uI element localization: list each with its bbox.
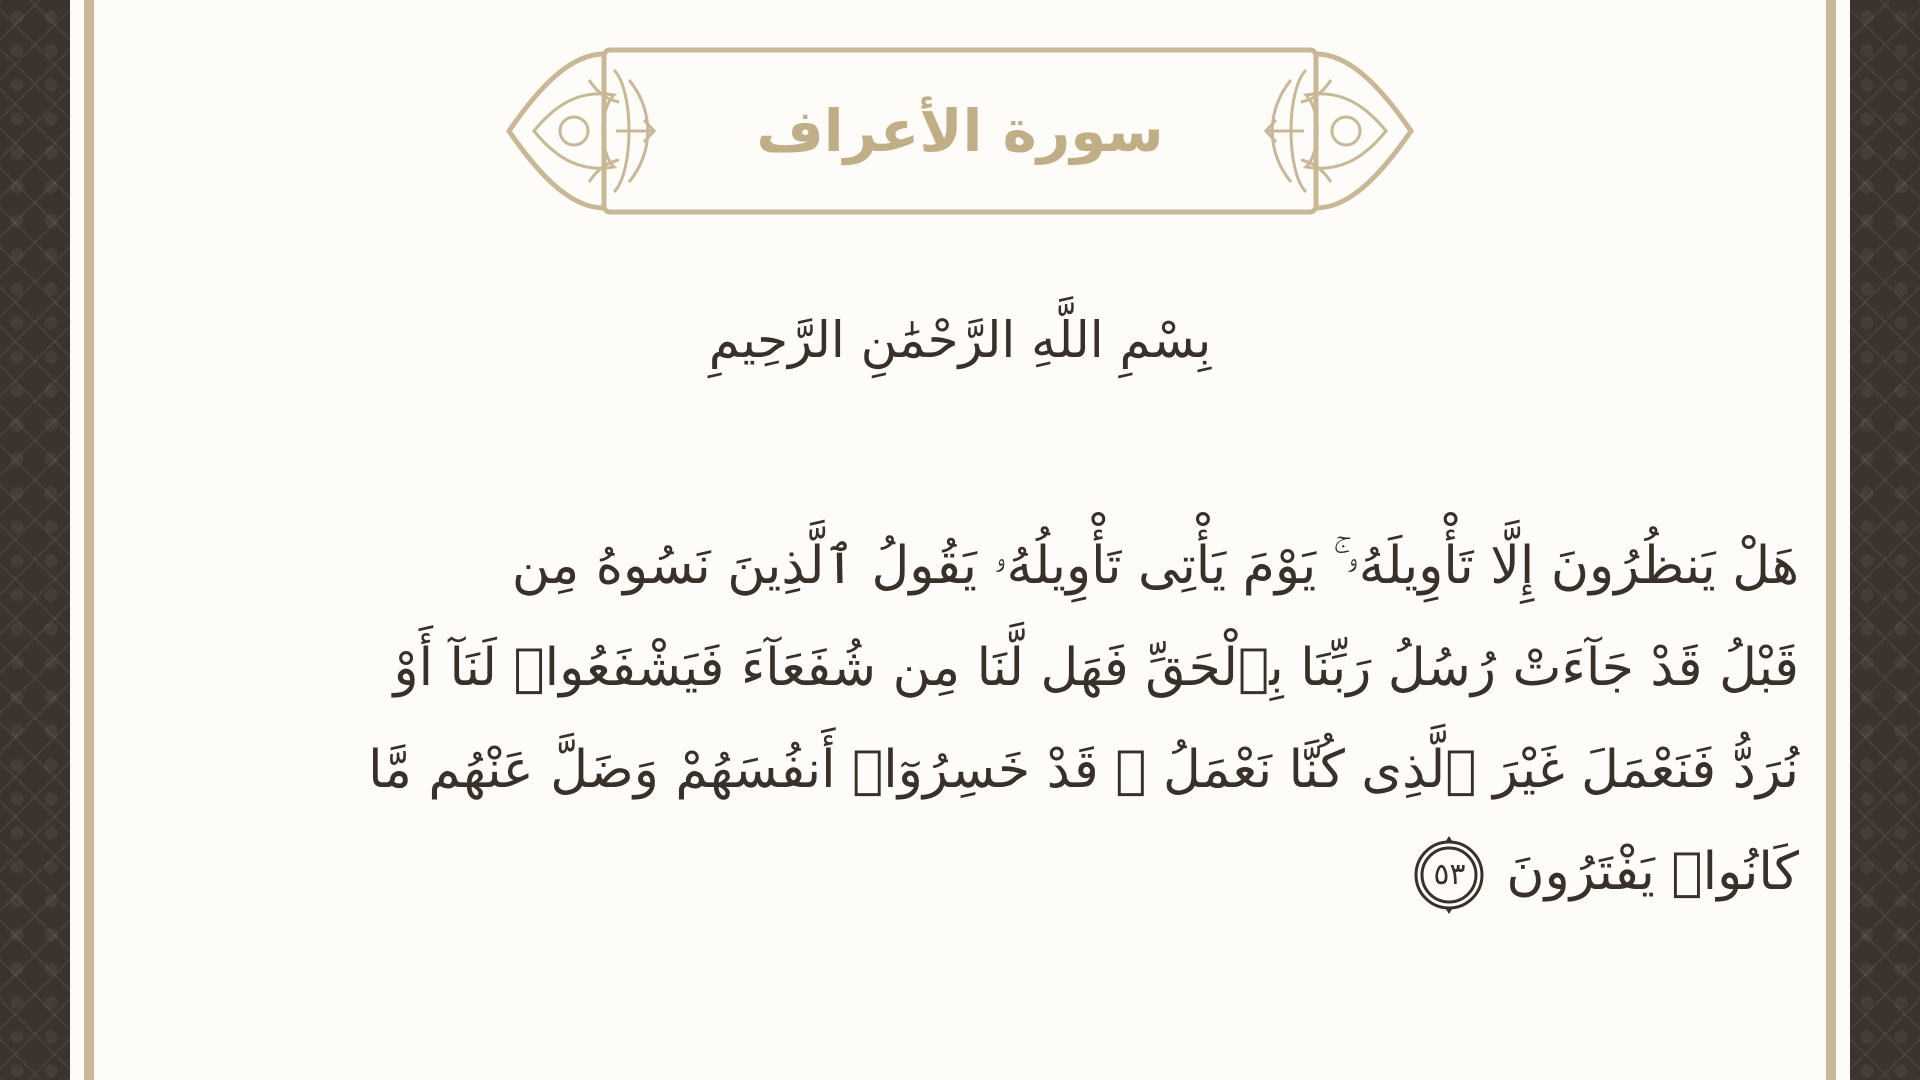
right-ornamental-border — [1850, 0, 1920, 1080]
ayah-end-marker — [1410, 836, 1488, 914]
surah-header-frame — [504, 40, 1416, 222]
verse-line-4-text: كَانُوا۟ يَفْتَرُونَ — [1506, 842, 1799, 902]
verse-text — [224, 515, 1799, 923]
ayah-number: ٥٣ — [1433, 857, 1466, 892]
basmala: بِسْمِ اللَّهِ الرَّحْمَٰنِ الرَّحِيمِ — [708, 311, 1212, 369]
right-gold-rule — [1826, 0, 1836, 1080]
surah-title: سورة الأعراف — [756, 97, 1164, 165]
left-gold-rule — [84, 0, 94, 1080]
verse-line-4 — [224, 821, 1799, 923]
verse-line-1: هَلْ يَنظُرُونَ إِلَّا تَأْوِيلَهُۥ ۚ يَوْمَ يَأْتِى تَأْوِيلُهُۥ يَقُولُ ٱلَّذِينَ نَسُوهُ مِن — [511, 536, 1799, 596]
verse-line-3: نُرَدُّ فَنَعْمَلَ غَيْرَ ٱلَّذِى كُنَّا نَعْمَلُ ۚ قَدْ خَسِرُوٓا۟ أَنفُسَهُمْ وَضَلَّ عَنْهُم مَّا — [368, 740, 1799, 800]
verse-line-2: قَبْلُ قَدْ جَآءَتْ رُسُلُ رَبِّنَا بِٱلْحَقِّ فَهَل لَّنَا مِن شُفَعَآءَ فَيَشْفَعُوا۟ لَنَآ أَوْ — [393, 638, 1799, 698]
mushaf-page — [94, 0, 1826, 1080]
left-ornamental-border — [0, 0, 70, 1080]
